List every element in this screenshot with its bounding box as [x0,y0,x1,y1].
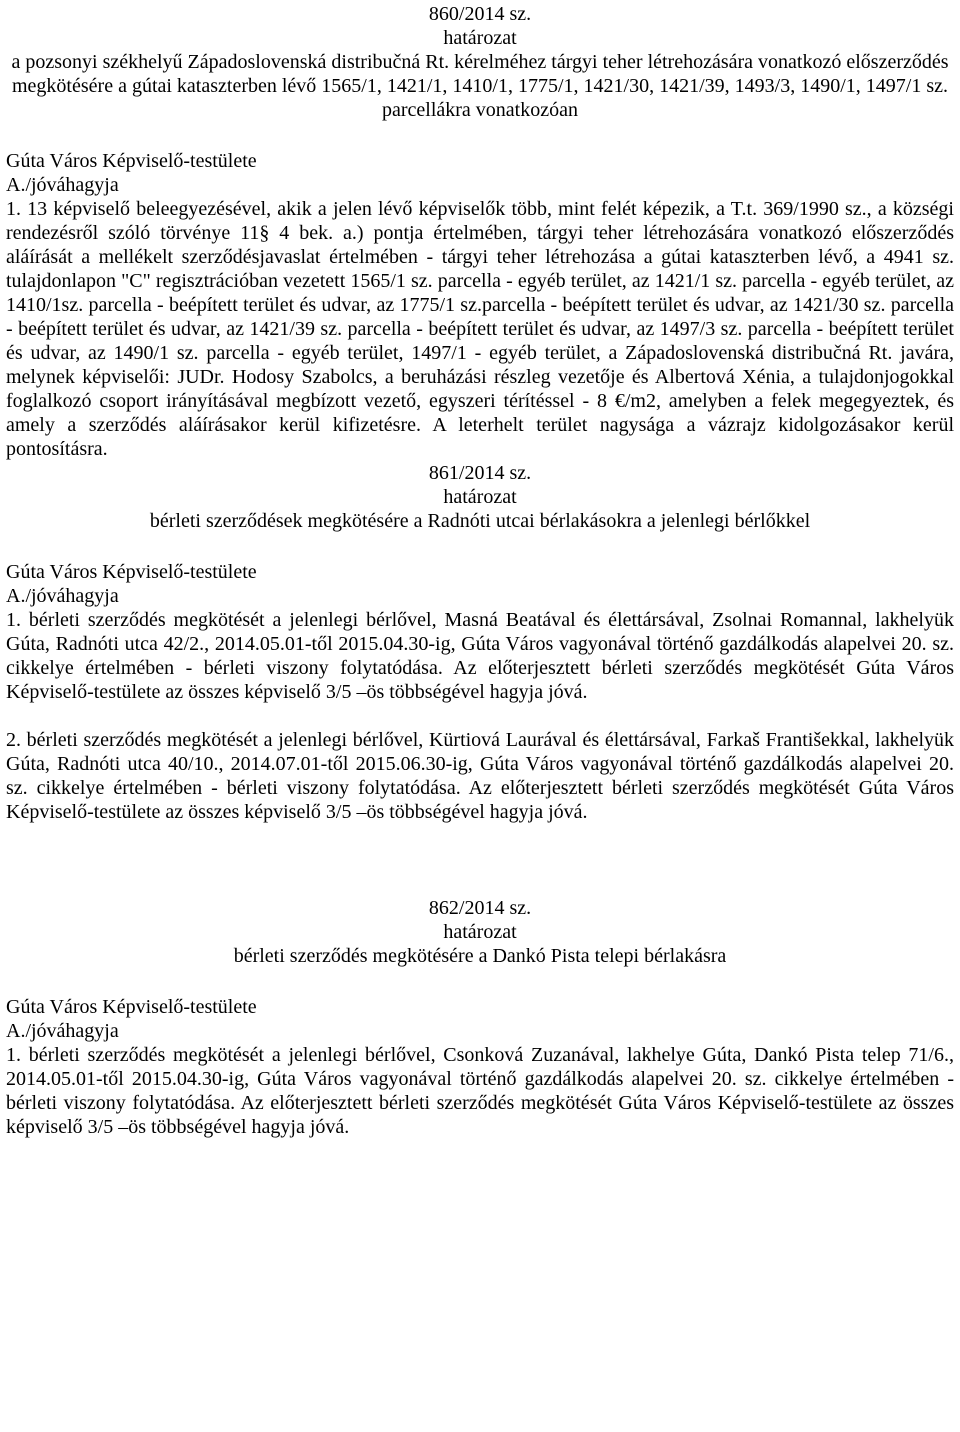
resolution-subject: bérleti szerződés megkötésére a Dankó Pista telepi bérlakásra [233,945,727,967]
decision-label: A./jóváhagyja [6,1020,119,1042]
decision-label: A./jóváhagyja [6,585,119,607]
council-name: Gúta Város Képviselő-testülete [6,150,257,172]
resolution-860 [6,2,954,461]
council-name: Gúta Város Képviselő-testülete [6,561,257,583]
resolution-number: 861/2014 sz. [428,462,532,484]
resolution-heading: határozat [443,486,517,508]
resolution-subject: bérleti szerződések megkötésére a Radnóti utcai bérlakásokra a jelenlegi bérlőkkel [149,510,811,532]
resolution-heading: határozat [443,921,517,943]
resolution-862 [6,896,954,1139]
decision-paragraph: 1. 13 képviselő beleegyezésével, akik a jelen lévő képviselők több, mint felét képezik, a T.t. 369/1990 sz., a községi rendezésről szóló törvénye 11§ 4 bek. a.) pontja értelmében, tárgyi teher létrehozására vonatkozó előszerződés aláírását a mellékelt szerződésjavaslat értelmében - tárgyi teher létrehozása a gútai kataszterben lévő, a 4941 sz. tulajdonlapon "C" regisztrációban vezetett 1565/1 sz. parcella - egyéb terület, az 1421/1 sz. parcella - egyéb terület, az 1410/1sz. parcella - beépített terület és udvar, az 1775/1 sz.parcella - beépített terület és udvar, az 1421/30 sz. parcella - beépített terület és udvar, az 1421/39 sz. parcella - beépített terület és udvar, az 1497/3 sz. parcella - beépített terület és udvar, az 1490/1 sz. parcella - egyéb terület, 1497/1 - egyéb terület, a Západoslovenská distribučná Rt. javára, melynek képviselői: JUDr. Hodosy Szabolcs, a beruházási részleg vezetője és Albertová Xénia, a tulajdonjogokkal foglalkozó csoport irányításával megbízott vezető, egyszeri térítéssel - 8 €/m2, amelyben a felek megegyeztek, és amely a szerződés aláírásakor kerül kifizetésre. A leterhelt terület nagysága a vázrajz kidolgozásakor kerül pontosításra. [6,198,954,460]
decision-item-1: 1. bérleti szerződés megkötését a jelenlegi bérlővel, Masná Beatával és élettársával, Zsolnai Romannal, lakhelyük Gúta, Radnóti utca 42/2., 2014.05.01-től 2015.04.30-ig, Gúta Város vagyonával történő gazdálkodás alapelvei 20. sz. cikkelye értelmében - bérleti viszony folytatódása. Az előterjesztett bérleti szerződés megkötését Gúta Város Képviselő-testülete az összes képviselő 3/5 –ös többségével hagyja jóvá. [6,609,954,703]
decision-item-1: 1. bérleti szerződés megkötését a jelenlegi bérlővel, Csonková Zuzanával, lakhelye Gúta, Dankó Pista telep 71/6., 2014.05.01-től 2015.04.30-ig, Gúta Város vagyonával történő gazdálkodás alapelvei 20. sz. cikkelye értelmében - bérleti viszony folytatódása. Az előterjesztett bérleti szerződés megkötését Gúta Város Képviselő-testülete az összes képviselő 3/5 –ös többségével hagyja jóvá. [6,1044,954,1138]
resolution-heading: határozat [443,27,517,49]
decision-label: A./jóváhagyja [6,174,119,196]
council-name: Gúta Város Képviselő-testülete [6,996,257,1018]
resolution-number: 862/2014 sz. [428,897,532,919]
resolution-861 [6,461,954,824]
resolution-subject: a pozsonyi székhelyű Západoslovenská distribučná Rt. kérelméhez tárgyi teher létrehozására vonatkozó előszerződés megkötésére a gútai kataszterben lévő 1565/1, 1421/1, 1410/1, 1775/1, 1421/30, 1421/39, 1493/3, 1490/1, 1497/1 sz. parcellákra vonatkozóan [11,51,949,121]
resolution-number: 860/2014 sz. [428,3,532,25]
decision-item-2: 2. bérleti szerződés megkötését a jelenlegi bérlővel, Kürtiová Laurával és élettársával, Farkaš Františekkal, lakhelyük Gúta, Radnóti utca 40/10., 2014.07.01-től 2015.06.30-ig, Gúta Város vagyonával történő gazdálkodás alapelvei 20. sz. cikkelye értelmében - bérleti viszony folytatódása. Az előterjesztett bérleti szerződés megkötését Gúta Város Képviselő-testülete az összes képviselő 3/5 –ös többségével hagyja jóvá. [6,729,954,823]
